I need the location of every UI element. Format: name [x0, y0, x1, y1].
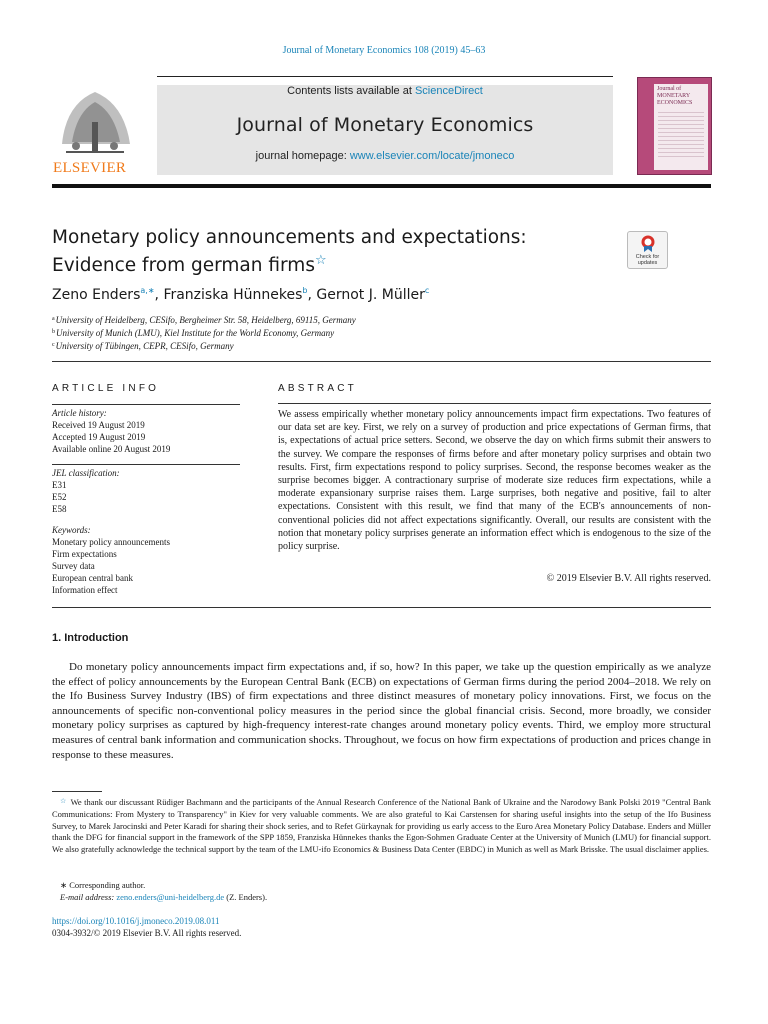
acknowledgement-footnote	[52, 796, 711, 856]
masthead-top-rule	[157, 76, 613, 77]
article-title	[52, 226, 612, 277]
cover-title: Journal of MONETARY ECONOMICS	[657, 86, 693, 106]
keyword-item: Survey data	[52, 561, 95, 571]
abstract-rule	[278, 403, 711, 404]
history-item: Accepted 19 August 2019	[52, 432, 146, 442]
jel-rule	[52, 464, 240, 465]
affiliation-item	[52, 326, 356, 339]
author-affiliation-mark[interactable]: b	[302, 286, 308, 295]
abstract-label: ABSTRACT	[278, 383, 357, 394]
abstract-copyright: © 2019 Elsevier B.V. All rights reserved.	[546, 573, 711, 584]
keywords-heading: Keywords:	[52, 525, 91, 535]
corresponding-text: Corresponding author.	[69, 880, 146, 890]
title-footnote-star-icon[interactable]: ☆	[314, 253, 327, 268]
homepage-link[interactable]: www.elsevier.com/locate/jmoneco	[349, 150, 515, 162]
sciencedirect-link[interactable]: ScienceDirect	[414, 85, 483, 97]
keyword-item: Monetary policy announcements	[52, 537, 170, 547]
elsevier-wordmark: ELSEVIER	[53, 160, 127, 176]
issn-copyright: 0304-3932/© 2019 Elsevier B.V. All rights reserved.	[52, 928, 242, 938]
author-name[interactable]: Zeno Enders	[52, 287, 141, 303]
abstract-text: We assess empirically whether monetary policy announcements impact firm expectations. Two features of our data set are key. First, we rely on a survey of production and price expectations of German firms, that is, expectations of actual price setters. Second, we observe the day on which firms submit their answers to the survey. We compare the responses of firms before and after monetary policy surprises and obtain two results. First, firm expectations respond to policy surprises. Second, the response becomes weaker as the surprise becomes bigger. A contractionary surprise of moderate size reduces firm expectations, while a moderate expansionary surprise raises them. Large surprises, both negative and positive, fail to alter expectations. Consistent with this result, we find that many of the ECB's announcements of non-conventional policies did not affect expectations significantly. Overall, our results are consistent with the notion that monetary policy surprises generate an information effect which is endogenous to the size of the policy surprise.	[278, 409, 711, 553]
keyword-item: Firm expectations	[52, 549, 117, 559]
footnote-rule	[52, 791, 102, 792]
check-for-updates-button[interactable]	[627, 231, 668, 269]
affiliation-mark: c	[52, 342, 55, 348]
history-item: Received 19 August 2019	[52, 420, 145, 430]
journal-banner	[157, 85, 613, 175]
email-link[interactable]: zeno.enders@uni-heidelberg.de	[116, 892, 225, 902]
journal-cover-thumbnail[interactable]	[637, 77, 712, 175]
author-name[interactable]: Gernot J. Müller	[316, 287, 425, 303]
article-history	[52, 407, 170, 455]
check-for-updates-label: Check for updates	[635, 254, 660, 266]
affiliation-text: University of Tübingen, CEPR, CESifo, Germany	[55, 341, 234, 351]
email-note	[60, 892, 267, 902]
affiliation-item	[52, 339, 356, 352]
cover-contents-lines	[658, 112, 704, 160]
email-suffix: (Z. Enders).	[226, 892, 268, 902]
affiliation-mark: a	[52, 316, 55, 322]
affiliation-item	[52, 313, 356, 326]
doi-link[interactable]: https://doi.org/10.1016/j.jmoneco.2019.08.011	[52, 916, 220, 926]
jel-classification	[52, 467, 120, 515]
footnote-star-icon: ☆	[60, 797, 67, 805]
email-label: E-mail address:	[60, 892, 115, 902]
acknowledgement-text: We thank our discussant Rüdiger Bachmann and the participants of the Annual Research Conference of the National Bank of Ukraine and the Narodowy Bank Polski 2019 "Central Bank Communications: From Mystery to Transparency" in Kiev for very valuable comments. We are also grateful to Kai Carstensen for sharing useful insights into the setup of the Ifo Business Survey, to Marek Jarocinski and Peter Karadi for sharing their shock series, and to Refet Gürkaynak for providing us early access to the Euro Area Monetary Policy Database. Enders and Müller thank the DFG for financial support in the framework of the SPP 1859, Franziska Hünnekes thanks the Egon-Sohmen Graduate Center at the University of Munich (LMU) for financial support. We also gratefully acknowledge the technical support by the team of the LMU-ifo Economics & Business Data Center (EBDC) in Munich as well as Mark Brisske. The usual disclaimer applies.	[52, 797, 711, 855]
affiliation-mark: b	[52, 329, 55, 335]
history-item: Available online 20 August 2019	[52, 444, 171, 454]
masthead-bottom-rule	[52, 184, 711, 188]
author-name[interactable]: Franziska Hünnekes	[163, 287, 303, 303]
jel-code: E52	[52, 492, 67, 502]
journal-reference-link[interactable]: Journal of Monetary Economics 108 (2019) 45–63	[282, 45, 486, 56]
introduction-paragraph: Do monetary policy announcements impact firm expectations and, if so, how? In this paper, we take up the question empirically as we analyze the effect of policy announcements by the European Central Bank (ECB) on expectations of German firms during the period 2004–2018. We rely on the Ifo Business Survey Industry (IBS) of firm expectations and three distinct measures of monetary policy innovations. First, we focus on the announcements of specific non-conventional policy measures in the period since the global financial crisis. Second, more broadly, we consider monetary policy surprises as captured by high-frequency interest-rate changes around monetary policy events. Third, we employ more structural measures of central bank information and communication shocks. Throughout, we focus on how firm expectations of production and prices change in response to these measures.	[52, 661, 712, 761]
section-divider	[52, 361, 711, 362]
keyword-item: Information effect	[52, 585, 118, 595]
keywords	[52, 524, 170, 596]
contents-prefix: Contents lists available at	[287, 85, 415, 97]
contents-line	[157, 85, 613, 98]
author-separator: ,	[154, 287, 164, 303]
homepage-prefix: journal homepage:	[255, 150, 350, 162]
affiliation-list	[52, 313, 356, 352]
article-info-rule	[52, 404, 240, 405]
introduction-heading: 1. Introduction	[52, 632, 129, 644]
jel-code: E31	[52, 480, 67, 490]
article-info-label: ARTICLE INFO	[52, 383, 160, 394]
article-history-heading: Article history:	[52, 408, 107, 418]
affiliation-text: University of Munich (LMU), Kiel Institute for the World Economy, Germany	[56, 328, 335, 338]
journal-title: Journal of Monetary Economics	[236, 114, 534, 136]
corresponding-mark: ∗	[60, 880, 68, 890]
author-affiliation-mark[interactable]: a,∗	[140, 286, 155, 295]
corresponding-author-note	[60, 880, 145, 891]
bookmark-badge-icon	[640, 235, 656, 253]
author-list	[52, 286, 429, 303]
jel-code: E58	[52, 504, 67, 514]
author-separator: ,	[307, 287, 317, 303]
jel-heading: JEL classification:	[52, 468, 120, 478]
affiliation-text: University of Heidelberg, CESifo, Bergheimer Str. 58, Heidelberg, 69115, Germany	[55, 315, 356, 325]
keyword-item: European central bank	[52, 573, 133, 583]
homepage-line	[157, 150, 613, 162]
section-divider	[52, 607, 711, 608]
author-affiliation-mark[interactable]: c	[424, 286, 430, 295]
article-title-text: Monetary policy announcements and expectations: Evidence from german firms	[52, 227, 527, 277]
